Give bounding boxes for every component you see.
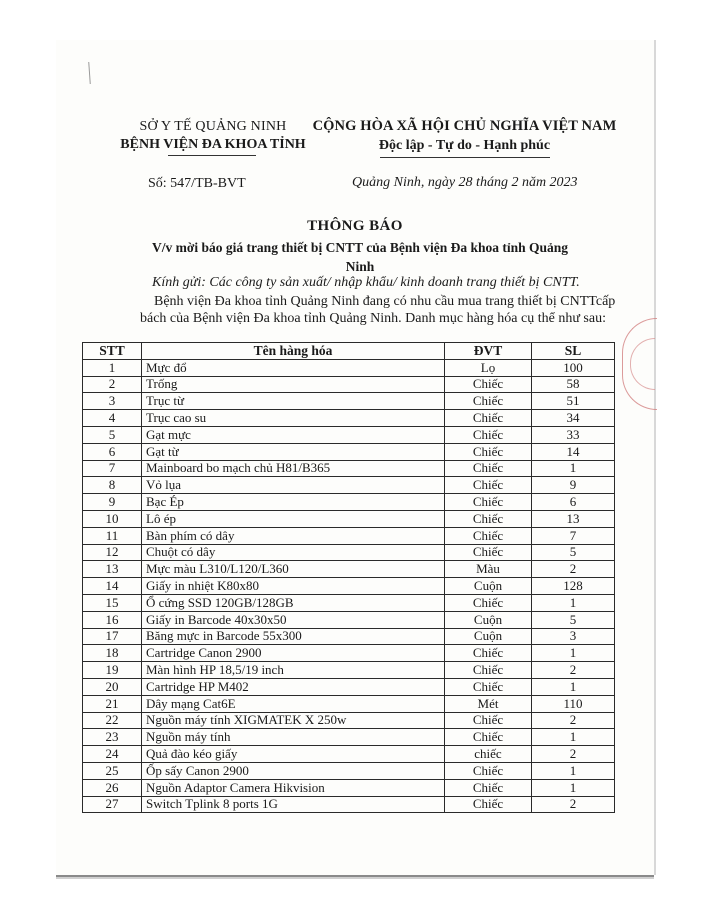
row-unit: Chiếc (445, 410, 532, 427)
table-body (83, 359, 615, 813)
row-unit: Chiếc (445, 477, 532, 494)
national-motto: Độc lập - Tự do - Hạnh phúc (378, 138, 551, 153)
row-name: Nguồn Adaptor Camera Hikvision (142, 779, 445, 796)
greeting: Kính gửi: Các công ty sản xuất/ nhập khẩu/ kinh doanh trang thiết bị CNTT. (152, 275, 580, 290)
row-unit: Cuộn (445, 611, 532, 628)
row-unit: Chiếc (445, 796, 532, 813)
row-unit: Chiếc (445, 645, 532, 662)
table-row (83, 510, 615, 527)
table-row (83, 611, 615, 628)
table-row (83, 460, 615, 477)
row-name: Gạt từ (142, 443, 445, 460)
table-row (83, 359, 615, 376)
row-unit: Chiếc (445, 510, 532, 527)
row-name: Mực đổ (142, 359, 445, 376)
row-name: Bàn phím có dây (142, 527, 445, 544)
row-name: Dây mạng Cat6E (142, 695, 445, 712)
header-name: Tên hàng hóa (142, 343, 445, 360)
row-stt: 4 (83, 410, 142, 427)
row-name: Màn hình HP 18,5/19 inch (142, 662, 445, 679)
row-qty: 2 (532, 712, 615, 729)
row-name: Trục cao su (142, 410, 445, 427)
row-stt: 18 (83, 645, 142, 662)
row-stt: 16 (83, 611, 142, 628)
row-unit: Chiếc (445, 662, 532, 679)
row-qty: 34 (532, 410, 615, 427)
row-stt: 26 (83, 779, 142, 796)
table-row (83, 779, 615, 796)
table-row (83, 376, 615, 393)
department-name: SỞ Y TẾ QUẢNG NINH (139, 119, 287, 134)
table-row (83, 410, 615, 427)
row-stt: 6 (83, 443, 142, 460)
table-row (83, 712, 615, 729)
row-unit: Chiếc (445, 779, 532, 796)
row-unit: Chiếc (445, 376, 532, 393)
table-row (83, 443, 615, 460)
row-qty: 7 (532, 527, 615, 544)
row-qty: 1 (532, 678, 615, 695)
row-stt: 11 (83, 527, 142, 544)
row-stt: 9 (83, 494, 142, 511)
items-table (82, 342, 615, 813)
row-qty: 1 (532, 779, 615, 796)
row-name: Quả đào kéo giấy (142, 746, 445, 763)
row-stt: 8 (83, 477, 142, 494)
table-row (83, 796, 615, 813)
row-unit: Chiếc (445, 729, 532, 746)
row-unit: Chiếc (445, 426, 532, 443)
row-stt: 12 (83, 544, 142, 561)
row-stt: 5 (83, 426, 142, 443)
row-stt: 14 (83, 578, 142, 595)
row-name: Ổ cứng SSD 120GB/128GB (142, 594, 445, 611)
table-row (83, 494, 615, 511)
row-qty: 1 (532, 762, 615, 779)
row-unit: Mét (445, 695, 532, 712)
document-title: THÔNG BÁO (307, 218, 403, 234)
row-stt: 24 (83, 746, 142, 763)
row-stt: 15 (83, 594, 142, 611)
row-name: Nguồn máy tính (142, 729, 445, 746)
table-row (83, 662, 615, 679)
document-number: Số: 547/TB-BVT (148, 176, 246, 191)
row-stt: 2 (83, 376, 142, 393)
row-qty: 3 (532, 628, 615, 645)
row-qty: 1 (532, 460, 615, 477)
document-subject: V/v mời báo giá trang thiết bị CNTT của Bệnh viện Đa khoa tỉnh Quảng Ninh (151, 240, 569, 274)
row-stt: 19 (83, 662, 142, 679)
row-stt: 20 (83, 678, 142, 695)
row-qty: 1 (532, 729, 615, 746)
table-row (83, 544, 615, 561)
row-qty: 13 (532, 510, 615, 527)
table-row (83, 645, 615, 662)
header-qty: SL (532, 343, 615, 360)
row-name: Lô ép (142, 510, 445, 527)
row-name: Vỏ lụa (142, 477, 445, 494)
row-unit: Cuộn (445, 578, 532, 595)
issuer-block (108, 118, 318, 154)
row-unit: Chiếc (445, 762, 532, 779)
table-row (83, 393, 615, 410)
row-unit: Chiếc (445, 544, 532, 561)
row-qty: 5 (532, 544, 615, 561)
row-qty: 128 (532, 578, 615, 595)
row-name: Bạc Ép (142, 494, 445, 511)
row-qty: 1 (532, 645, 615, 662)
table-row (83, 426, 615, 443)
row-qty: 110 (532, 695, 615, 712)
row-stt: 13 (83, 561, 142, 578)
table-row (83, 594, 615, 611)
table-row (83, 729, 615, 746)
national-heading (312, 117, 617, 155)
row-name: Chuột có dây (142, 544, 445, 561)
motto-underline (380, 157, 550, 158)
row-qty: 58 (532, 376, 615, 393)
row-unit: Chiếc (445, 443, 532, 460)
row-stt: 21 (83, 695, 142, 712)
row-name: Cartridge HP M402 (142, 678, 445, 695)
row-unit: Chiếc (445, 678, 532, 695)
row-qty: 2 (532, 746, 615, 763)
row-stt: 10 (83, 510, 142, 527)
row-unit: Chiếc (445, 494, 532, 511)
document-date: Quảng Ninh, ngày 28 tháng 2 năm 2023 (352, 175, 578, 190)
row-unit: Màu (445, 561, 532, 578)
header-stt: STT (83, 343, 142, 360)
issuer-underline (168, 155, 256, 156)
table-row (83, 578, 615, 595)
row-unit: Chiếc (445, 527, 532, 544)
row-name: Băng mực in Barcode 55x300 (142, 628, 445, 645)
row-qty: 2 (532, 662, 615, 679)
row-qty: 2 (532, 561, 615, 578)
row-unit: Chiếc (445, 393, 532, 410)
row-unit: Cuộn (445, 628, 532, 645)
row-name: Trục từ (142, 393, 445, 410)
row-name: Ốp sấy Canon 2900 (142, 762, 445, 779)
table-row (83, 746, 615, 763)
row-name: Giấy in Barcode 40x30x50 (142, 611, 445, 628)
row-name: Switch Tplink 8 ports 1G (142, 796, 445, 813)
row-unit: Chiếc (445, 594, 532, 611)
row-name: Gạt mực (142, 426, 445, 443)
hospital-name: BỆNH VIỆN ĐA KHOA TỈNH (120, 137, 306, 152)
row-qty: 100 (532, 359, 615, 376)
row-qty: 51 (532, 393, 615, 410)
row-stt: 25 (83, 762, 142, 779)
row-name: Mực màu L310/L120/L360 (142, 561, 445, 578)
row-name: Trống (142, 376, 445, 393)
row-qty: 2 (532, 796, 615, 813)
row-unit: Lọ (445, 359, 532, 376)
row-qty: 9 (532, 477, 615, 494)
row-qty: 33 (532, 426, 615, 443)
nation-name: CỘNG HÒA XÃ HỘI CHỦ NGHĨA VIỆT NAM (312, 118, 617, 134)
row-qty: 5 (532, 611, 615, 628)
table-row (83, 762, 615, 779)
row-unit: Chiếc (445, 712, 532, 729)
row-name: Giấy in nhiệt K80x80 (142, 578, 445, 595)
row-name: Nguồn máy tính XIGMATEK X 250w (142, 712, 445, 729)
table-row (83, 678, 615, 695)
row-name: Cartridge Canon 2900 (142, 645, 445, 662)
table-row (83, 561, 615, 578)
row-stt: 1 (83, 359, 142, 376)
row-stt: 27 (83, 796, 142, 813)
row-qty: 1 (532, 594, 615, 611)
row-stt: 3 (83, 393, 142, 410)
table-header-row (83, 343, 615, 360)
table-row (83, 695, 615, 712)
row-unit: Chiếc (445, 460, 532, 477)
table-row (83, 477, 615, 494)
row-stt: 22 (83, 712, 142, 729)
row-stt: 7 (83, 460, 142, 477)
row-qty: 6 (532, 494, 615, 511)
header-unit: ĐVT (445, 343, 532, 360)
intro-paragraph: Bệnh viện Đa khoa tỉnh Quảng Ninh đang có nhu cầu mua trang thiết bị CNTTcấp bách của Bệnh viện Đa khoa tỉnh Quảng Ninh. Danh mục hàng hóa cụ thể như sau: (140, 294, 616, 326)
row-qty: 14 (532, 443, 615, 460)
row-name: Mainboard bo mạch chủ H81/B365 (142, 460, 445, 477)
table-row (83, 527, 615, 544)
row-unit: chiếc (445, 746, 532, 763)
row-stt: 23 (83, 729, 142, 746)
row-stt: 17 (83, 628, 142, 645)
table-row (83, 628, 615, 645)
